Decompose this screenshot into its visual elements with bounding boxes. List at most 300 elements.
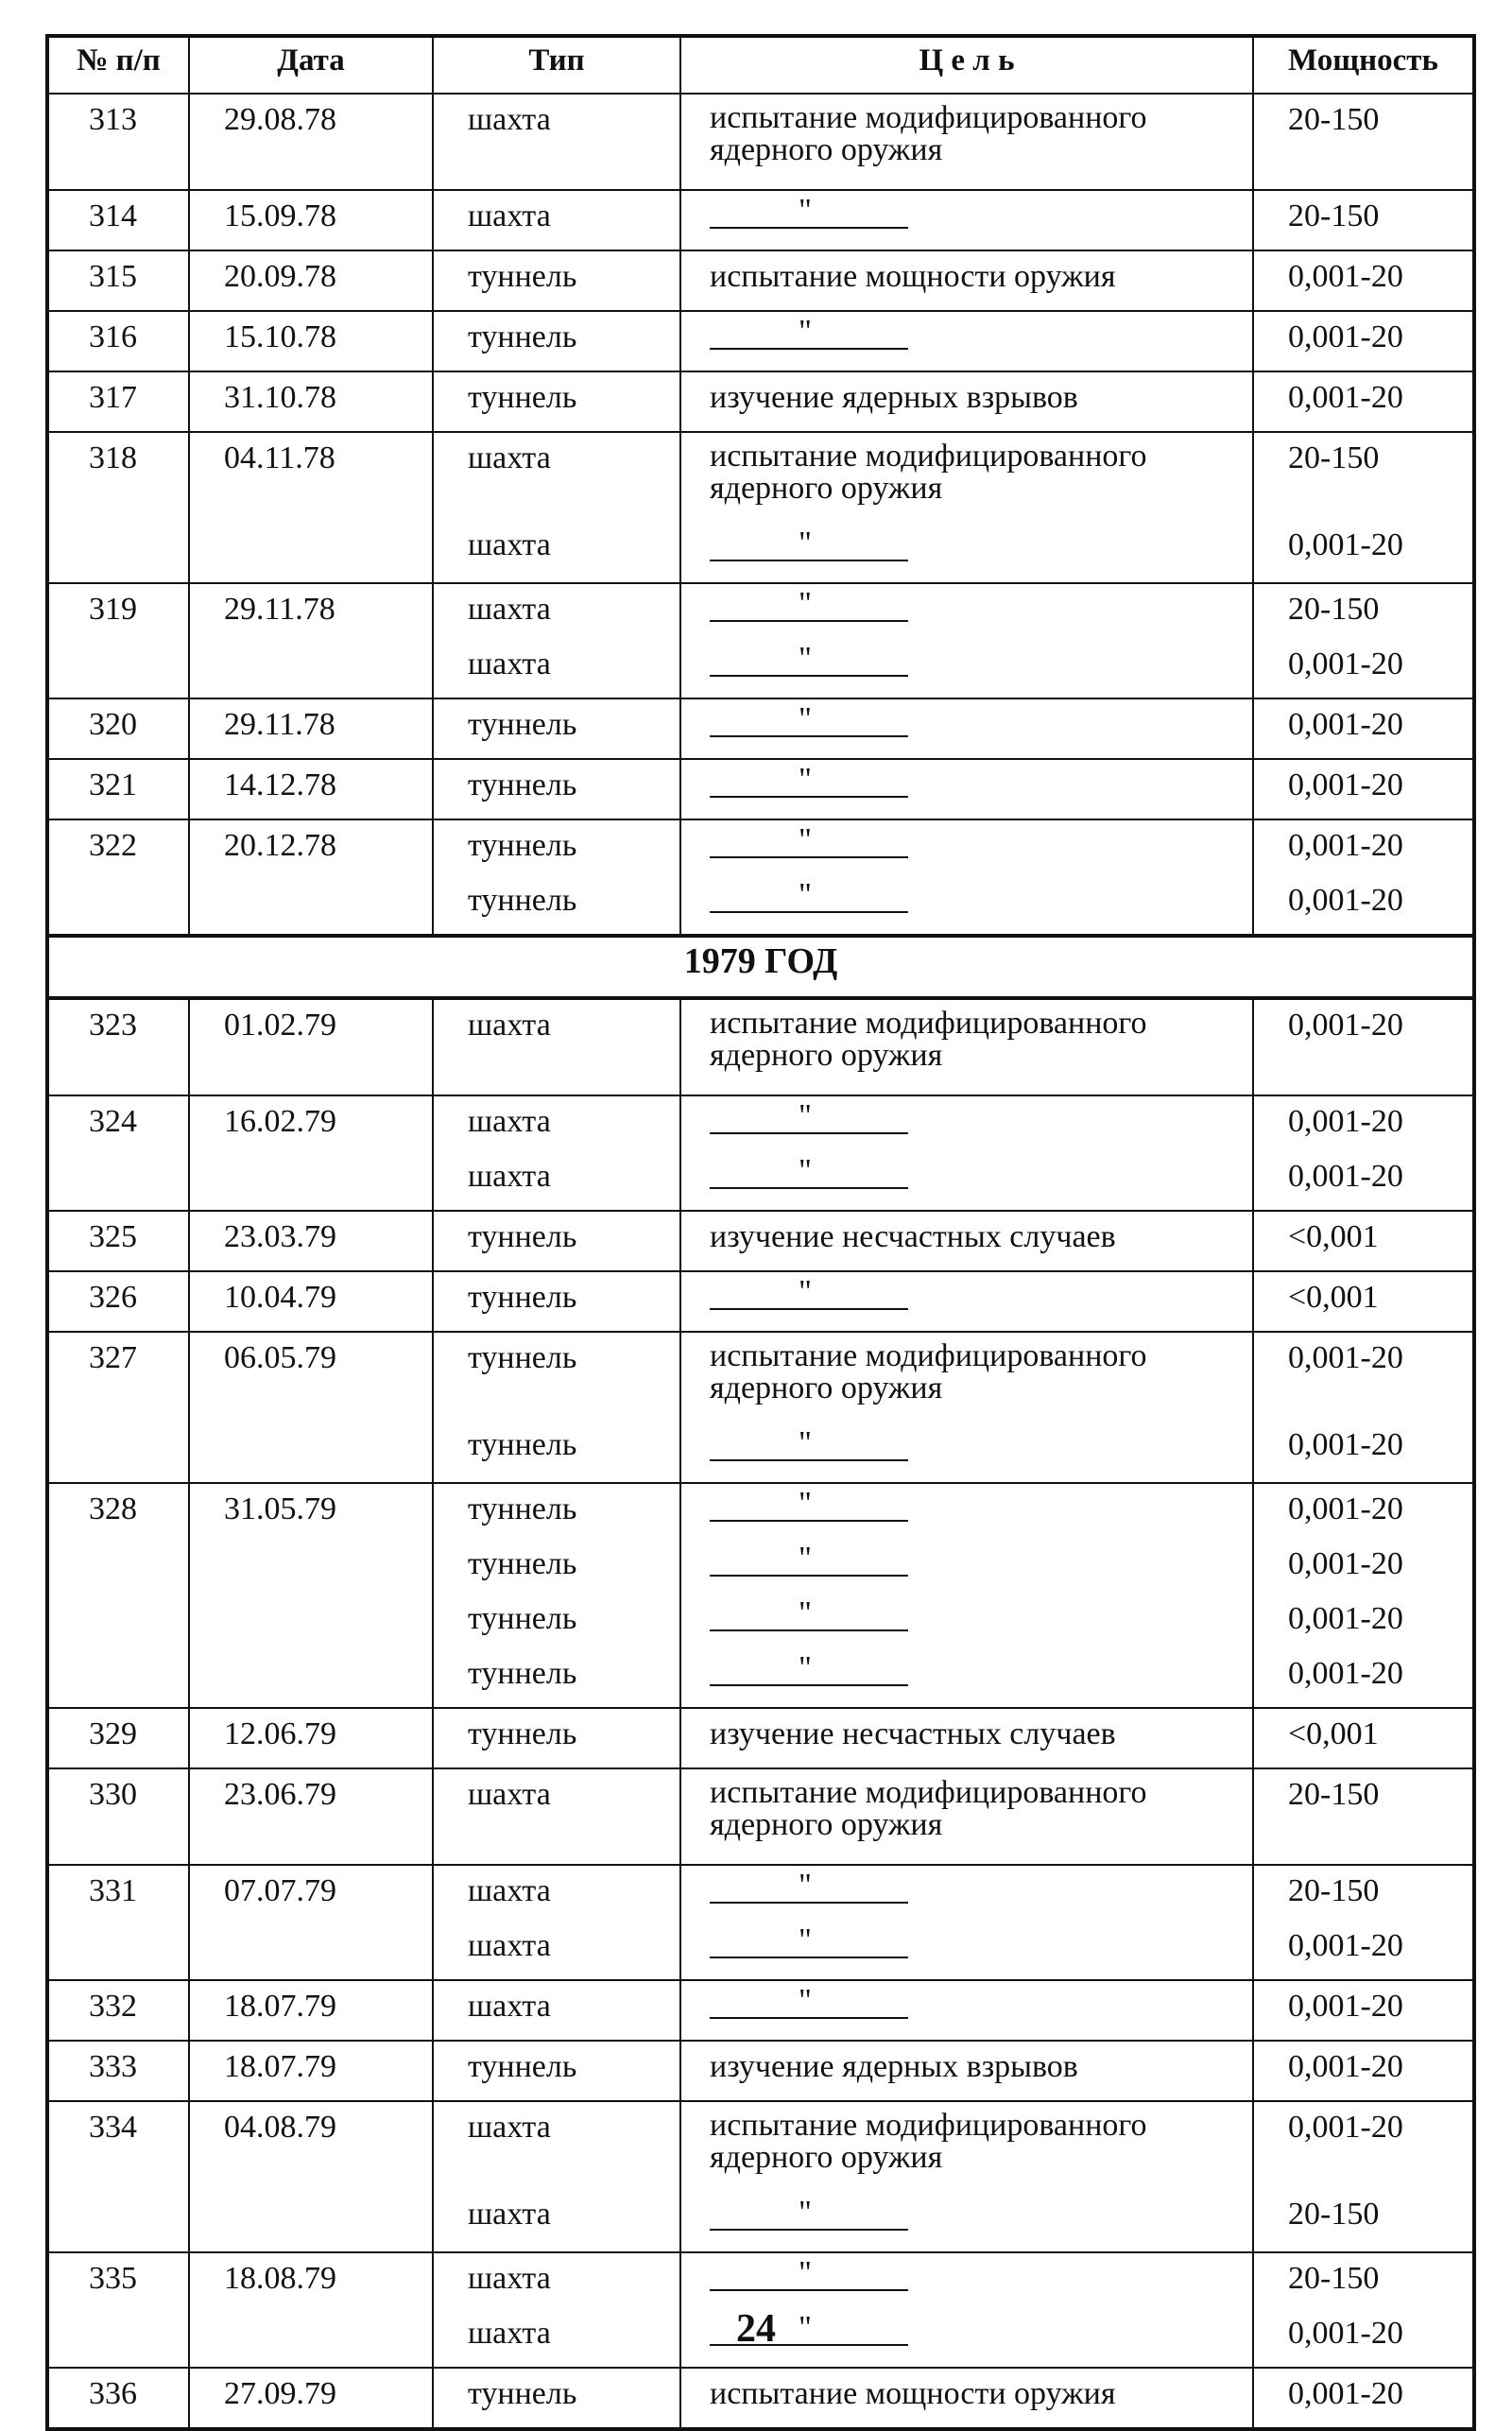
test-number: 323 [89, 1008, 137, 1043]
test-number: 324 [89, 1104, 137, 1139]
test-number: 313 [89, 102, 137, 137]
test-date: 29.08.78 [224, 102, 336, 137]
test-date-cell [189, 371, 433, 432]
ditto-quote: " [799, 2310, 812, 2345]
test-date: 29.11.78 [224, 592, 335, 627]
test-goal-cell [680, 432, 1253, 583]
test-number-cell [47, 583, 189, 698]
test-goal [681, 255, 1252, 310]
test-goal-cell [680, 190, 1253, 250]
test-type-cell [433, 94, 680, 190]
test-type-cell [433, 1708, 680, 1768]
ditto-mark [710, 588, 908, 631]
test-goal [681, 1652, 1252, 1707]
test-date-cell [189, 94, 433, 190]
test-number-cell [47, 250, 189, 311]
test-type-cell [433, 1768, 680, 1865]
ditto-mark [710, 1985, 908, 2028]
test-goal-cell [680, 1211, 1253, 1271]
ditto-quote: " [799, 2255, 812, 2290]
test-goal [681, 1488, 1252, 1543]
test-power: 0,001-20 [1288, 380, 1403, 415]
year-heading: 1979 ГОД [47, 936, 1474, 998]
test-number: 325 [89, 1219, 137, 1254]
test-number: 328 [89, 1491, 137, 1526]
test-number: 314 [89, 198, 137, 233]
header-goal: Ц е л ь [680, 36, 1253, 94]
test-type: шахта [468, 198, 551, 233]
test-type-cell [433, 1095, 680, 1211]
test-goal-cell [680, 371, 1253, 432]
test-number: 330 [89, 1777, 137, 1812]
test-date: 06.05.79 [224, 1340, 336, 1375]
table-row [47, 371, 1474, 432]
test-power: 0,001-20 [1288, 1989, 1403, 2024]
table-body [47, 94, 1474, 2429]
test-date: 18.07.79 [224, 2049, 336, 2084]
test-number: 315 [89, 259, 137, 294]
test-goal [681, 1924, 1252, 1979]
test-power-cell [1253, 1271, 1474, 1332]
table-header-row [47, 36, 1474, 94]
test-date-cell [189, 2101, 433, 2252]
page-number: 24 [736, 2307, 776, 2351]
test-date-cell [189, 250, 433, 311]
test-goal [681, 1216, 1252, 1270]
test-goal-cell [680, 1980, 1253, 2041]
ditto-quote: " [799, 1868, 812, 1903]
test-number: 322 [89, 828, 137, 863]
test-type: шахта [468, 647, 551, 681]
test-date-cell [189, 190, 433, 250]
test-type: шахта [468, 592, 551, 627]
test-date-cell [189, 1708, 433, 1768]
test-power-cell [1253, 432, 1474, 583]
test-power-cell [1253, 998, 1474, 1095]
test-power-cell [1253, 2368, 1474, 2429]
ditto-mark [710, 195, 908, 238]
test-type-cell [433, 583, 680, 698]
test-goal [681, 376, 1252, 431]
test-type-cell [433, 1332, 680, 1483]
ditto-mark [710, 2257, 908, 2301]
test-type: шахта [468, 1873, 551, 1908]
ditto-mark [710, 1276, 908, 1319]
test-date-cell [189, 759, 433, 819]
ditto-mark [710, 1488, 908, 1531]
test-power-cell [1253, 1768, 1474, 1865]
test-number-cell [47, 2101, 189, 2252]
test-type: шахта [468, 2110, 551, 2145]
test-goal [681, 1597, 1252, 1652]
test-type-cell [433, 250, 680, 311]
test-goal-cell [680, 1271, 1253, 1332]
test-type: туннель [468, 1427, 577, 1462]
test-date: 31.10.78 [224, 380, 336, 415]
test-type: туннель [468, 319, 577, 354]
test-goal-cell [680, 94, 1253, 190]
test-date-cell [189, 1332, 433, 1483]
test-goal-cell [680, 1332, 1253, 1483]
table-row [47, 1708, 1474, 1768]
test-goal [681, 2197, 1252, 2251]
test-type: туннель [468, 1716, 577, 1751]
test-number: 317 [89, 380, 137, 415]
goal-text: испытание модифицированного ядерного оружия [710, 100, 1147, 167]
test-type-cell [433, 1483, 680, 1708]
ditto-mark [710, 1597, 908, 1641]
table-row [47, 2041, 1474, 2101]
test-date: 04.08.79 [224, 2110, 336, 2145]
ditto-quote: " [799, 701, 812, 736]
test-goal-cell [680, 1095, 1253, 1211]
test-number-cell [47, 1865, 189, 1980]
test-type: шахта [468, 2316, 551, 2351]
test-number: 331 [89, 1873, 137, 1908]
test-goal [681, 195, 1252, 250]
test-type-cell [433, 1271, 680, 1332]
test-type-cell [433, 190, 680, 250]
test-goal [681, 437, 1252, 527]
test-number-cell [47, 1332, 189, 1483]
test-number-cell [47, 998, 189, 1095]
test-power-cell [1253, 819, 1474, 936]
test-type: шахта [468, 527, 551, 562]
test-date: 29.11.78 [224, 707, 335, 742]
test-type: туннель [468, 1656, 577, 1691]
test-number-cell [47, 1211, 189, 1271]
test-goal [681, 1870, 1252, 1924]
test-number: 320 [89, 707, 137, 742]
test-power: 20-150 [1288, 440, 1380, 475]
test-number: 319 [89, 592, 137, 627]
ditto-mark [710, 1100, 908, 1144]
test-power: 0,001-20 [1288, 828, 1403, 863]
document-page [45, 34, 1472, 2431]
goal-text: изучение несчастных случаев [710, 1219, 1116, 1254]
test-power: 20-150 [1288, 198, 1380, 233]
test-type: туннель [468, 1280, 577, 1315]
test-date: 18.08.79 [224, 2261, 336, 2296]
test-date: 14.12.78 [224, 767, 336, 802]
test-power-cell [1253, 2101, 1474, 2252]
ditto-mark [710, 764, 908, 807]
ditto-quote: " [799, 1983, 812, 2018]
goal-text: испытание модифицированного ядерного оружия [710, 1775, 1147, 1842]
table-row [47, 583, 1474, 698]
test-date: 20.09.78 [224, 259, 336, 294]
test-date-cell [189, 819, 433, 936]
test-goal [681, 703, 1252, 758]
ditto-mark [710, 1543, 908, 1586]
goal-text: изучение несчастных случаев [710, 1716, 1116, 1751]
test-date-cell [189, 1271, 433, 1332]
test-power-cell [1253, 190, 1474, 250]
test-type: туннель [468, 1491, 577, 1526]
test-power: 0,001-20 [1288, 2376, 1403, 2411]
test-type-cell [433, 2368, 680, 2429]
test-date: 04.11.78 [224, 440, 335, 475]
test-date-cell [189, 1980, 433, 2041]
table-row [47, 250, 1474, 311]
test-power: 20-150 [1288, 1873, 1380, 1908]
ditto-mark [710, 1924, 908, 1968]
test-date-cell [189, 1865, 433, 1980]
test-power-cell [1253, 94, 1474, 190]
test-number-cell [47, 190, 189, 250]
test-type-cell [433, 432, 680, 583]
test-date-cell [189, 583, 433, 698]
test-goal [681, 879, 1252, 934]
test-goal-cell [680, 583, 1253, 698]
test-goal [681, 1543, 1252, 1597]
table-row [47, 1271, 1474, 1332]
test-date-cell [189, 698, 433, 759]
table-row [47, 1980, 1474, 2041]
header-power: Мощность [1253, 36, 1474, 94]
test-goal-cell [680, 1768, 1253, 1865]
test-type: шахта [468, 2197, 551, 2232]
test-power: 0,001-20 [1288, 527, 1403, 562]
goal-text: испытание модифицированного ядерного оружия [710, 1006, 1147, 1073]
test-power: 0,001-20 [1288, 319, 1403, 354]
test-date: 23.03.79 [224, 1219, 336, 1254]
test-type: туннель [468, 1340, 577, 1375]
test-number-cell [47, 94, 189, 190]
test-power: 0,001-20 [1288, 707, 1403, 742]
test-power: 0,001-20 [1288, 647, 1403, 681]
test-type-cell [433, 2041, 680, 2101]
test-type-cell [433, 1865, 680, 1980]
ditto-quote: " [799, 1274, 812, 1309]
ditto-quote: " [799, 1541, 812, 1576]
ditto-mark [710, 643, 908, 686]
test-goal [681, 98, 1252, 189]
test-power-cell [1253, 1483, 1474, 1708]
table-row [47, 190, 1474, 250]
table-row [47, 2101, 1474, 2252]
test-type-cell [433, 698, 680, 759]
test-goal-cell [680, 1708, 1253, 1768]
test-number-cell [47, 2368, 189, 2429]
goal-text: испытание мощности оружия [710, 259, 1116, 294]
test-number: 332 [89, 1989, 137, 2024]
test-date: 31.05.79 [224, 1491, 336, 1526]
test-number-cell [47, 432, 189, 583]
ditto-quote: " [799, 1098, 812, 1133]
test-goal [681, 2045, 1252, 2100]
test-type: туннель [468, 259, 577, 294]
test-date-cell [189, 1211, 433, 1271]
test-goal [681, 1336, 1252, 1427]
test-date-cell [189, 1483, 433, 1708]
test-date: 12.06.79 [224, 1716, 336, 1751]
test-goal-cell [680, 698, 1253, 759]
test-power-cell [1253, 1708, 1474, 1768]
test-date-cell [189, 311, 433, 371]
table-row [47, 819, 1474, 936]
test-number: 333 [89, 2049, 137, 2084]
test-power: 0,001-20 [1288, 1427, 1403, 1462]
test-goal [681, 1985, 1252, 2040]
test-type: шахта [468, 1928, 551, 1963]
test-number-cell [47, 371, 189, 432]
test-power-cell [1253, 1095, 1474, 1211]
test-number: 329 [89, 1716, 137, 1751]
ditto-quote: " [799, 586, 812, 621]
ditto-mark [710, 2197, 908, 2240]
test-number-cell [47, 2041, 189, 2101]
ditto-quote: " [799, 1486, 812, 1521]
test-power: <0,001 [1288, 1716, 1379, 1751]
test-power: <0,001 [1288, 1280, 1379, 1315]
header-number: № п/п [47, 36, 189, 94]
test-power-cell [1253, 759, 1474, 819]
test-goal [681, 1004, 1252, 1095]
year-row [47, 936, 1474, 998]
goal-text: изучение ядерных взрывов [710, 2049, 1078, 2084]
ditto-quote: " [799, 2195, 812, 2230]
test-goal-cell [680, 2368, 1253, 2429]
table-row [47, 311, 1474, 371]
test-date-cell [189, 2368, 433, 2429]
test-goal [681, 643, 1252, 698]
test-goal-cell [680, 759, 1253, 819]
test-number: 316 [89, 319, 137, 354]
test-type: шахта [468, 2261, 551, 2296]
test-date: 27.09.79 [224, 2376, 336, 2411]
test-date-cell [189, 1095, 433, 1211]
test-type: шахта [468, 1159, 551, 1194]
test-number-cell [47, 1980, 189, 2041]
goal-text: испытание модифицированного ядерного оружия [710, 439, 1147, 506]
test-power-cell [1253, 311, 1474, 371]
test-type-cell [433, 759, 680, 819]
goal-text: испытание модифицированного ядерного оружия [710, 2108, 1147, 2175]
test-type: туннель [468, 2049, 577, 2084]
nuclear-tests-table [45, 34, 1476, 2431]
test-goal-cell [680, 1483, 1253, 1708]
test-goal [681, 824, 1252, 879]
test-goal [681, 588, 1252, 643]
test-power: 0,001-20 [1288, 1546, 1403, 1581]
table-row [47, 94, 1474, 190]
goal-text: изучение ядерных взрывов [710, 380, 1078, 415]
test-power: 0,001-20 [1288, 2049, 1403, 2084]
test-power-cell [1253, 371, 1474, 432]
ditto-mark [710, 527, 908, 571]
ditto-mark [710, 1652, 908, 1696]
ditto-mark [710, 879, 908, 922]
test-number-cell [47, 819, 189, 936]
ditto-mark [710, 1870, 908, 1913]
test-goal-cell [680, 998, 1253, 1095]
ditto-quote: " [799, 877, 812, 912]
test-power: 0,001-20 [1288, 1601, 1403, 1636]
test-type: туннель [468, 1601, 577, 1636]
test-type-cell [433, 998, 680, 1095]
ditto-quote: " [799, 762, 812, 797]
test-goal-cell [680, 2101, 1253, 2252]
test-power-cell [1253, 698, 1474, 759]
ditto-quote: " [799, 1922, 812, 1957]
test-type: шахта [468, 440, 551, 475]
test-type-cell [433, 371, 680, 432]
test-power-cell [1253, 1332, 1474, 1483]
table-row [47, 698, 1474, 759]
test-type: шахта [468, 1989, 551, 2024]
test-type: туннель [468, 707, 577, 742]
ditto-quote: " [799, 822, 812, 857]
test-date: 15.10.78 [224, 319, 336, 354]
test-date-cell [189, 2041, 433, 2101]
table-row [47, 1483, 1474, 1708]
test-goal [681, 2106, 1252, 2197]
test-type: туннель [468, 883, 577, 918]
test-goal-cell [680, 819, 1253, 936]
table-row [47, 1332, 1474, 1483]
test-number: 336 [89, 2376, 137, 2411]
test-date: 16.02.79 [224, 1104, 336, 1139]
test-goal-cell [680, 250, 1253, 311]
ditto-quote: " [799, 1650, 812, 1685]
test-type-cell [433, 2101, 680, 2252]
ditto-mark [710, 703, 908, 747]
ditto-mark [710, 316, 908, 359]
test-power: 0,001-20 [1288, 767, 1403, 802]
test-goal [681, 1713, 1252, 1767]
test-goal [681, 1155, 1252, 1210]
test-number: 326 [89, 1280, 137, 1315]
test-power: 20-150 [1288, 2197, 1380, 2232]
test-date: 23.06.79 [224, 1777, 336, 1812]
test-number-cell [47, 759, 189, 819]
test-power-cell [1253, 583, 1474, 698]
test-type: туннель [468, 2376, 577, 2411]
test-power: 0,001-20 [1288, 1928, 1403, 1963]
test-goal [681, 764, 1252, 819]
test-number-cell [47, 1483, 189, 1708]
test-type: туннель [468, 1546, 577, 1581]
test-goal [681, 1427, 1252, 1482]
ditto-quote: " [799, 641, 812, 676]
test-number: 321 [89, 767, 137, 802]
table-row [47, 1211, 1474, 1271]
test-goal [681, 316, 1252, 371]
test-date: 01.02.79 [224, 1008, 336, 1043]
test-power: 20-150 [1288, 2261, 1380, 2296]
test-power-cell [1253, 2041, 1474, 2101]
header-type: Тип [433, 36, 680, 94]
ditto-quote: " [799, 1595, 812, 1630]
table-row [47, 998, 1474, 1095]
test-number: 334 [89, 2110, 137, 2145]
test-date: 07.07.79 [224, 1873, 336, 1908]
test-power: 0,001-20 [1288, 1340, 1403, 1375]
table-row [47, 759, 1474, 819]
test-goal [681, 527, 1252, 582]
test-number-cell [47, 698, 189, 759]
test-number: 327 [89, 1340, 137, 1375]
test-date: 10.04.79 [224, 1280, 336, 1315]
test-goal [681, 2257, 1252, 2312]
test-power: 0,001-20 [1288, 883, 1403, 918]
test-number-cell [47, 1708, 189, 1768]
test-number-cell [47, 311, 189, 371]
test-type-cell [433, 311, 680, 371]
test-power-cell [1253, 250, 1474, 311]
test-power-cell [1253, 1865, 1474, 1980]
